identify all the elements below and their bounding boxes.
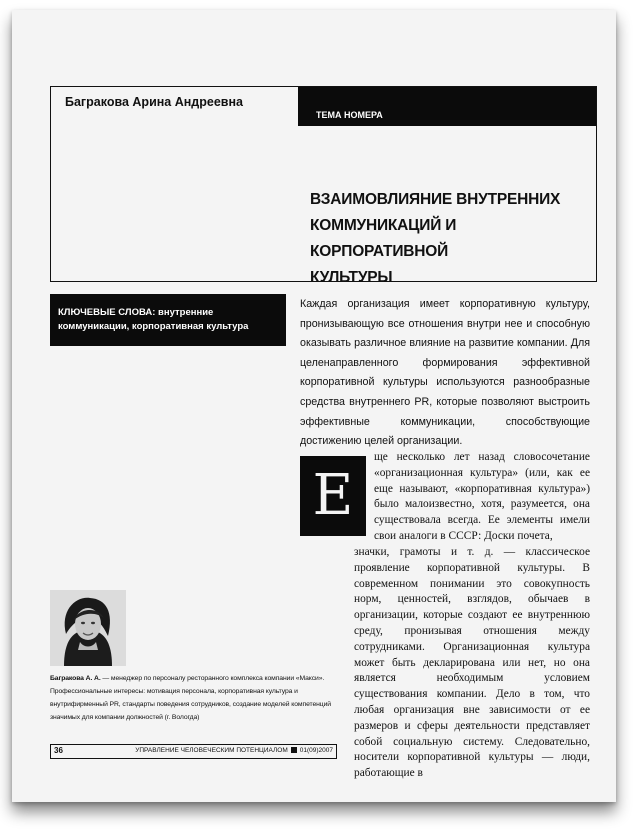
bio-name: Багракова А. А. [50, 675, 101, 682]
author-bio [50, 672, 338, 724]
title-line: КУЛЬТУРЫ [310, 269, 393, 286]
page-number: 36 [54, 746, 63, 755]
journal-name: УПРАВЛЕНИЕ ЧЕЛОВЕЧЕСКИМ ПОТЕНЦИАЛОМ [135, 747, 288, 754]
bio-text: — менеджер по персоналу ресторанного комплекса компании «Макси». Профессиональные интересы: мотивация персонала, корпоративная культура и внутрифирменный PR, стандарты поведения сотрудников, создание моделей компетенций значимых для компании должностей (г. Вологда) [50, 675, 331, 721]
body-text-top: ще несколько лет назад словосочетание «организационная культура» (или, как ее еще называют, «корпоративная культура») было малоизвестно, хотя, разумеется, она существовала всегда. Ее элементы имели свои аналоги в СССР: Доски почета, [374, 451, 590, 542]
article-title [310, 187, 590, 291]
keywords-box: КЛЮЧЕВЫЕ СЛОВА: внутренние коммуникации, корпоративная культура [50, 294, 286, 346]
square-separator-icon [291, 747, 297, 753]
page-footer [50, 744, 337, 759]
title-line: КОММУНИКАЦИЙ И КОРПОРАТИВНОЙ [310, 217, 457, 260]
body-text-bottom: значки, грамоты и т. д. — классическое проявление корпоративной культуры. В современном понимании это совокупность норм, ценностей, взглядов, обычаев в организации, которые создают ее внутреннюю среду, пронизывая отношения между сотрудниками. Организационная культура может быть декларирована или нет, но она является необходимым условием существования компании. Дело в том, что любая организация вне зависимости от ее размеров и сферы деятельности представляет собой социальную систему. Следовательно, носители корпоративной культуры — люди, работающие в [354, 546, 590, 780]
portrait-image [50, 590, 126, 666]
article-header [50, 86, 597, 286]
journal-info [135, 747, 333, 754]
magazine-page [12, 10, 616, 802]
drop-cap: Е [300, 456, 366, 536]
author-name: Багракова Арина Андреевна [65, 95, 243, 109]
abstract: Каждая организация имеет корпоративную культуру, пронизывающую все отношения внутри нее и способную оказывать различное влияние на развитие компании. Для целенаправленного формирования эффективной корпоративной культуры используются разнообразные средства внутреннего PR, которые позволяют выстроить эффективные коммуникации, способствующие достижению целей организации. [300, 298, 590, 448]
section-bar [298, 87, 596, 126]
issue-number: 01(09)2007 [299, 747, 333, 754]
section-label: ТЕМА НОМЕРА [316, 110, 383, 120]
title-line: ВЗАИМОВЛИЯНИЕ ВНУТРЕННИХ [310, 191, 561, 208]
author-photo [50, 590, 126, 666]
